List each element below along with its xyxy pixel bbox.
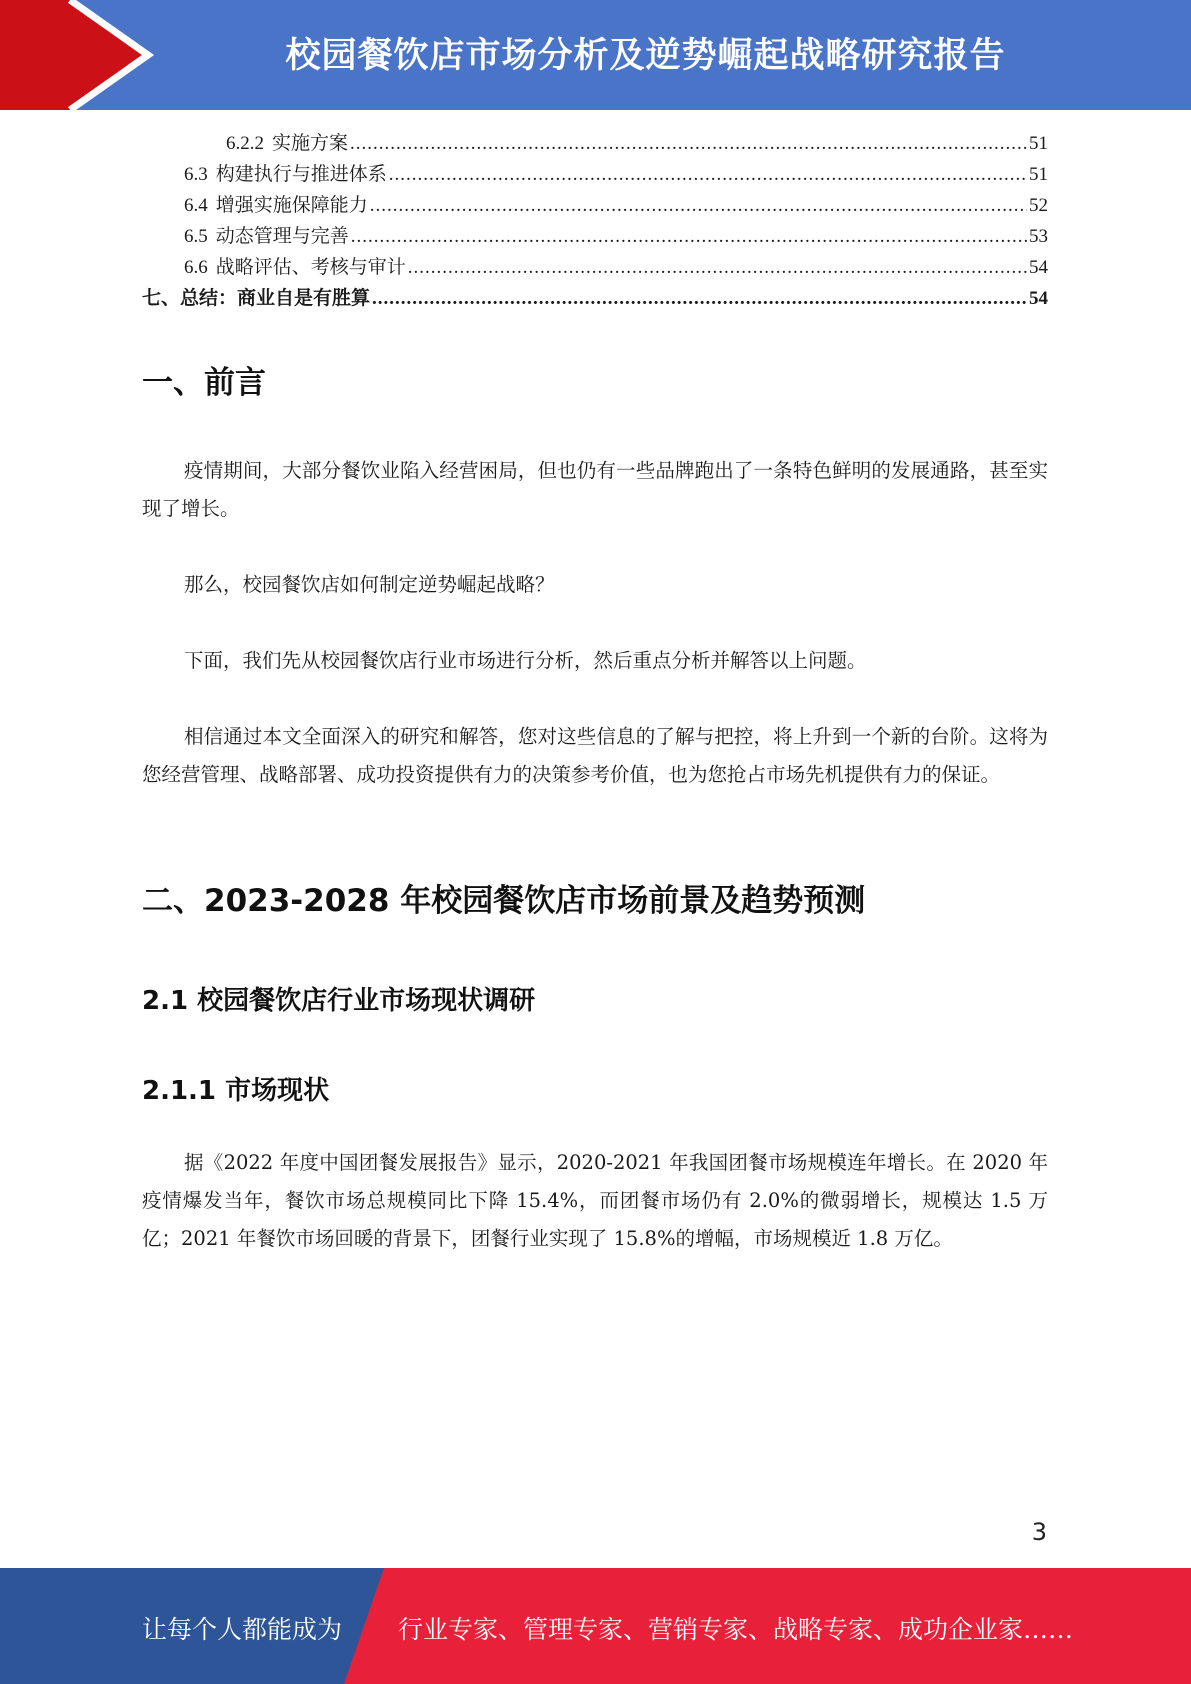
footer-slogan: 让每个人都能成为 [142, 1615, 343, 1644]
table-of-contents [142, 128, 1048, 314]
toc-leader [372, 283, 1027, 314]
toc-entry[interactable] [142, 283, 1048, 314]
toc-title: 动态管理与完善 [215, 226, 349, 247]
toc-entry[interactable] [142, 128, 1048, 159]
toc-leader [350, 128, 1027, 159]
toc-number: 6.3 [184, 164, 208, 185]
toc-leader [351, 221, 1027, 252]
toc-title: 战略评估、考核与审计 [215, 257, 406, 278]
toc-page: 52 [1029, 195, 1048, 216]
paragraph: 相信通过本文全面深入的研究和解答，您对这些信息的了解与把控，将上升到一个新的台阶。这将为您经营管理、战略部署、成功投资提供有力的决策参考价值，也为您抢占市场先机提供有力的保证。 [142, 725, 1048, 786]
section-heading: 二、2023-2028 年校园餐饮店市场前景及趋势预测 [142, 883, 866, 919]
toc-entry[interactable] [142, 252, 1048, 283]
toc-page: 51 [1029, 133, 1048, 154]
subsubsection-heading: 2.1.1 市场现状 [142, 1076, 330, 1106]
section-heading: 一、前言 [142, 365, 266, 401]
page-number: 3 [1031, 1518, 1047, 1546]
paragraph: 下面，我们先从校园餐饮店行业市场进行分析，然后重点分析并解答以上问题。 [184, 649, 867, 672]
toc-entry[interactable] [142, 221, 1048, 252]
paragraph: 那么，校园餐饮店如何制定逆势崛起战略？ [184, 573, 555, 596]
toc-page: 54 [1029, 257, 1048, 278]
footer-tagline: 行业专家、管理专家、营销专家、战略专家、成功企业家…… [398, 1615, 1074, 1644]
report-title: 校园餐饮店市场分析及逆势崛起战略研究报告 [285, 36, 1006, 76]
paragraph: 据《2022 年度中国团餐发展报告》显示，2020-2021 年我国团餐市场规模连年增长。在 2020 年疫情爆发当年，餐饮市场总规模同比下降 15.4%，而团餐市场仍有 2.0%的微弱增长，规模达 1.5 万亿；2021 年餐饮市场回暖的背景下，团餐行业实现了 15.8%的增幅，市场规模近 1.8 万亿。 [142, 1151, 1048, 1250]
toc-title: 构建执行与推进体系 [215, 164, 387, 185]
toc-title: 七、总结：商业自是有胜算 [142, 288, 371, 309]
footer-banner [0, 1568, 1191, 1684]
toc-page: 53 [1029, 226, 1048, 247]
toc-page: 51 [1029, 164, 1048, 185]
toc-number: 6.2.2 [226, 133, 264, 154]
toc-number: 6.4 [184, 195, 208, 216]
toc-title: 实施方案 [272, 133, 349, 154]
toc-title: 增强实施保障能力 [215, 195, 368, 216]
toc-entry[interactable] [142, 190, 1048, 221]
toc-number: 6.6 [184, 257, 208, 278]
paragraph: 疫情期间，大部分餐饮业陷入经营困局，但也仍有一些品牌跑出了一条特色鲜明的发展通路，甚至实现了增长。 [142, 459, 1048, 520]
toc-leader [408, 252, 1027, 283]
subsection-heading: 2.1 校园餐饮店行业市场现状调研 [142, 986, 536, 1016]
header-banner [0, 0, 1191, 110]
toc-leader [389, 159, 1027, 190]
toc-entry[interactable] [142, 159, 1048, 190]
toc-leader [370, 190, 1027, 221]
toc-number: 6.5 [184, 226, 208, 247]
toc-page: 54 [1029, 288, 1048, 309]
